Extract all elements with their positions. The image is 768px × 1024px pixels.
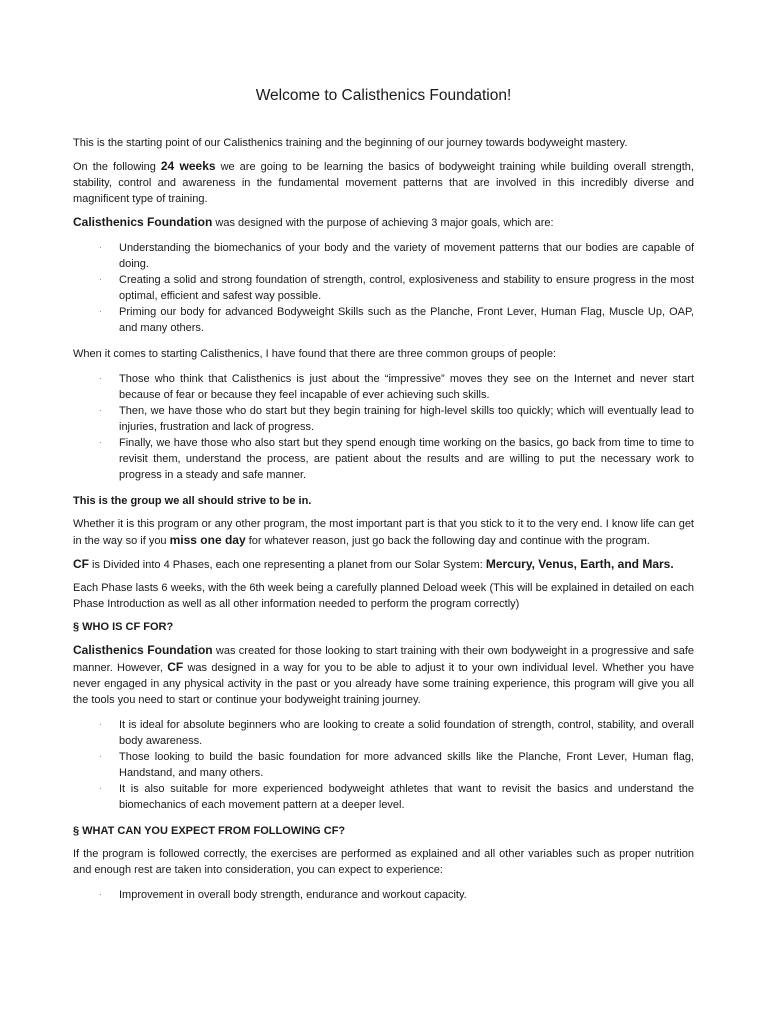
list-item: · Finally, we have those who also start but they spend enough time working on the basics, go back from time to time to revisit them, understand the process, are patient about the results and are willing to put the necessary work to progress in a steady and safe manner.: [99, 437, 694, 481]
expect-paragraph: If the program is followed correctly, the exercises are performed as explained and all other variables such as proper nutrition and enough rest are taken into consideration, you can expect to experience:: [73, 848, 694, 876]
list-item: · Improvement in overall body strength, endurance and workout capacity.: [99, 889, 467, 901]
who-heading: § WHO IS CF FOR?: [73, 621, 174, 633]
bullet-icon: ·: [99, 406, 102, 415]
groups-list: [73, 371, 694, 483]
who-list: [73, 717, 694, 813]
list-item: · Priming our body for advanced Bodyweight Skills such as the Planche, Front Lever, Human Flag, Muscle Up, OAP, and many others.: [99, 306, 694, 334]
goals-paragraph: Calisthenics Foundation was designed with the purpose of achieving 3 major goals, which are:: [73, 215, 554, 229]
expect-list: [73, 887, 694, 903]
goals-list: [73, 240, 694, 336]
list-item: · It is also suitable for more experienced bodyweight athletes that want to revisit the basics and understand the biomechanics of each movement pattern at a deeper level.: [99, 783, 694, 811]
list-item: · Those looking to build the basic foundation for more advanced skills like the Planche, Front Lever, Human flag, Handstand, and many others.: [99, 751, 694, 779]
bullet-icon: ·: [99, 752, 102, 761]
bullet-icon: ·: [99, 275, 102, 284]
bullet-icon: ·: [99, 374, 102, 383]
weeks-paragraph: On the following 24 weeks we are going to be learning the basics of bodyweight training while building overall strength, stability, control and awareness in the fundamental movement patterns that are involved in this incredibly diverse and magnificent type of training.: [73, 159, 694, 205]
page-title: Welcome to Calisthenics Foundation!: [255, 87, 512, 104]
list-item: · Those who think that Calisthenics is just about the “impressive” moves they see on the Internet and never start because of fear or because they feel incapable of ever achieving such skills.: [99, 373, 694, 401]
bullet-icon: ·: [99, 720, 102, 729]
stick-paragraph: Whether it is this program or any other program, the most important part is that you stick to it to the very end. I know life can get in the way so if you miss one day for whatever reason, just go back the following day and continue with the program.: [73, 518, 694, 547]
list-item: · It is ideal for absolute beginners who are looking to create a solid foundation of strength, control, stability, and overall body awareness.: [99, 719, 694, 747]
bullet-icon: ·: [99, 784, 102, 793]
intro-paragraph: This is the starting point of our Calisthenics training and the beginning of our journey towards bodyweight mastery.: [73, 137, 628, 149]
bullet-icon: ·: [99, 307, 102, 316]
document-page: [73, 86, 694, 913]
bullet-icon: ·: [99, 438, 102, 447]
phase-length-paragraph: Each Phase lasts 6 weeks, with the 6th week being a carefully planned Deload week (This will be explained in detailed on each Phase Introduction as well as all other information needed to perform the program correctly): [73, 582, 694, 610]
list-item: · Creating a solid and strong foundation of strength, control, explosiveness and stability to ensure progress in the most optimal, efficient and safest way possible.: [99, 274, 694, 302]
bullet-icon: ·: [99, 890, 102, 899]
strive-statement: This is the group we all should strive to be in.: [73, 495, 312, 507]
list-item: · Understanding the biomechanics of your body and the variety of movement patterns that our bodies are capable of doing.: [99, 242, 694, 270]
groups-intro: When it comes to starting Calisthenics, I have found that there are three common groups of people:: [73, 348, 557, 360]
phases-paragraph: CF is Divided into 4 Phases, each one representing a planet from our Solar System: Mercury, Venus, Earth, and Mars.: [73, 557, 674, 571]
list-item: · Then, we have those who do start but they begin training for high-level skills too quickly; which will eventually lead to injuries, frustration and lack of progress.: [99, 405, 694, 433]
expect-heading: § WHAT CAN YOU EXPECT FROM FOLLOWING CF?: [73, 825, 346, 837]
bullet-icon: ·: [99, 243, 102, 252]
who-paragraph: Calisthenics Foundation was created for those looking to start training with their own bodyweight in a progressive and safe manner. However, CF was designed in a way for you to be able to adjust it to your own individual level. Whether you have never engaged in any physical activity in the past or you already have some training experience, this program will give you all the tools you need to start or continue your bodyweight training journey.: [73, 643, 694, 706]
